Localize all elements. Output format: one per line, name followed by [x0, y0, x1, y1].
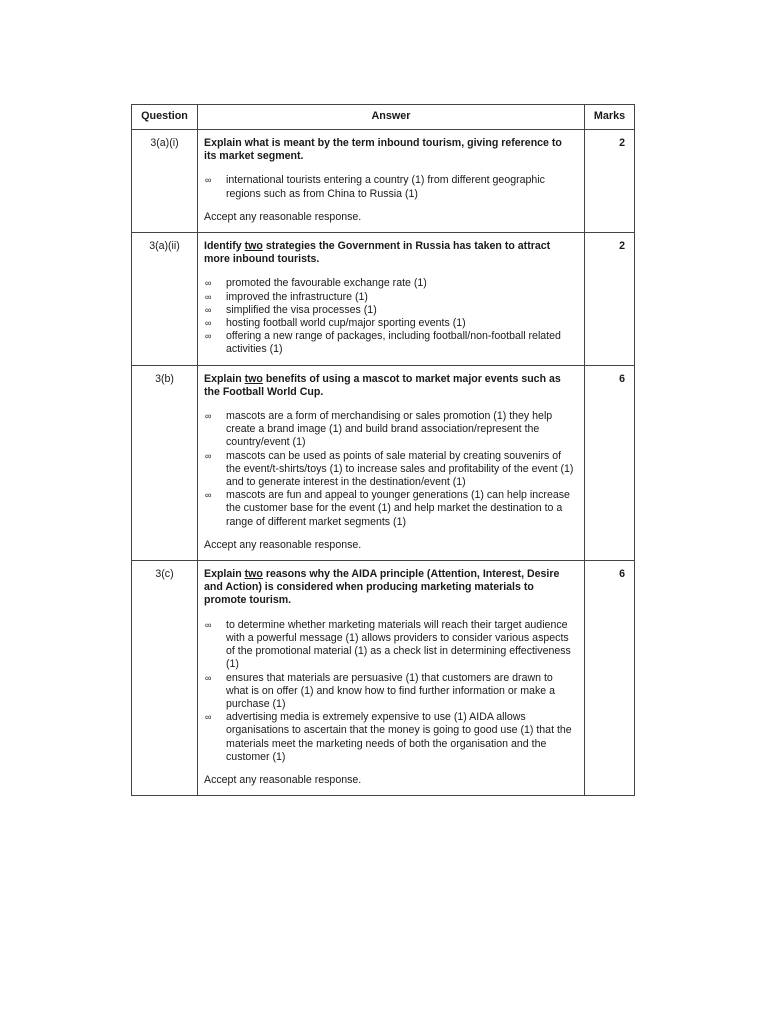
- question-text: [204, 568, 576, 608]
- question-text-emphasis: two: [244, 372, 263, 385]
- answer-point: [204, 277, 576, 290]
- table-row: [132, 233, 635, 366]
- answer-point: [204, 410, 576, 450]
- infinity-icon: ∞: [205, 672, 212, 683]
- infinity-icon: ∞: [205, 619, 212, 630]
- infinity-icon: ∞: [205, 450, 212, 461]
- header-question: Question: [132, 105, 198, 130]
- marks-value: 2: [585, 130, 635, 233]
- question-text-start: Explain: [204, 372, 245, 385]
- answer-point: [204, 304, 576, 317]
- header-marks: Marks: [585, 105, 635, 130]
- answer-point-text: promoted the favourable exchange rate (1): [226, 277, 427, 290]
- infinity-icon: ∞: [205, 278, 212, 289]
- marks-value: 2: [585, 233, 635, 366]
- answer-point: [204, 489, 576, 529]
- answer-point-text: to determine whether marketing materials will reach their target audience with a powerful message (1) allows providers to consider various aspects of the promotional material (1) as a check list in determining effectiveness (1): [226, 618, 571, 671]
- mark-scheme-table: [131, 104, 635, 796]
- table-row: [132, 561, 635, 796]
- question-number: 3(c): [132, 561, 198, 796]
- question-text: [204, 137, 576, 163]
- accept-note: Accept any reasonable response.: [204, 210, 362, 223]
- question-text: [204, 373, 576, 399]
- table-row: [132, 365, 635, 560]
- answer-point-text: mascots are a form of merchandising or sales promotion (1) they help create a brand image (1) and build brand association/represent the country/event (1): [226, 410, 553, 449]
- answer-point: [204, 711, 576, 764]
- answer-point-text: ensures that materials are persuasive (1) that customers are drawn to what is on offer (1) and know how to find further information or make a purchase (1): [226, 671, 555, 710]
- infinity-icon: ∞: [205, 318, 212, 329]
- marks-value: 6: [585, 365, 635, 560]
- infinity-icon: ∞: [205, 490, 212, 501]
- question-text-emphasis: two: [244, 240, 263, 253]
- answer-point-text: hosting football world cup/major sporting events (1): [226, 317, 466, 330]
- infinity-icon: ∞: [205, 712, 212, 723]
- answer-point-text: offering a new range of packages, including football/non-football related activities (1): [226, 330, 561, 356]
- answer-cell: [198, 365, 585, 560]
- question-text: [204, 240, 576, 266]
- question-text-start: Identify: [204, 240, 245, 253]
- infinity-icon: ∞: [205, 304, 212, 315]
- answer-cell: [198, 233, 585, 366]
- answer-cell: [198, 561, 585, 796]
- header-answer: Answer: [198, 105, 585, 130]
- answer-point: [204, 317, 576, 330]
- infinity-icon: ∞: [205, 175, 212, 186]
- answer-point-text: mascots are fun and appeal to younger generations (1) can help increase the customer base for the event (1) and help market the destination to a range of different market segments (1): [226, 489, 570, 528]
- answer-point: [204, 330, 576, 356]
- answer-point: [204, 291, 576, 304]
- answer-points: [204, 174, 576, 200]
- answer-point-text: mascots can be used as points of sale material by creating souvenirs of the event/t-shirts/toys (1) to increase sales and profitability of the event (1) and to generate interest in the destination/event (1): [226, 449, 574, 489]
- answer-cell: [198, 130, 585, 233]
- question-text-end: benefits of using a mascot to market major events such as the Football World Cup.: [204, 372, 561, 398]
- answer-point-text: international tourists entering a country (1) from different geographic regions such as from China to Russia (1): [226, 174, 545, 200]
- infinity-icon: ∞: [205, 411, 212, 422]
- answer-point-text: simplified the visa processes (1): [226, 303, 377, 316]
- table-row: [132, 130, 635, 233]
- answer-points: [204, 277, 576, 356]
- answer-point-text: improved the infrastructure (1): [226, 290, 368, 303]
- question-text-emphasis: two: [244, 568, 263, 581]
- answer-point-text: advertising media is extremely expensive to use (1) AIDA allows organisations to ascertain that the money is going to good use (1) that the materials meet the marketing needs of both the organisation and the customer (1): [226, 711, 572, 763]
- accept-note: Accept any reasonable response.: [204, 773, 362, 786]
- header-row: [132, 105, 635, 130]
- answer-point: [204, 619, 576, 672]
- question-number: 3(a)(ii): [132, 233, 198, 366]
- answer-point: [204, 174, 576, 200]
- answer-points: [204, 410, 576, 529]
- answer-point: [204, 672, 576, 712]
- question-text-start: Explain: [204, 568, 245, 581]
- question-number: 3(b): [132, 365, 198, 560]
- infinity-icon: ∞: [205, 331, 212, 342]
- question-text-end: strategies the Government in Russia has taken to attract more inbound tourists.: [204, 240, 551, 266]
- question-number: 3(a)(i): [132, 130, 198, 233]
- question-text-end: reasons why the AIDA principle (Attention, Interest, Desire and Action) is considered when producing marketing materials to promote tourism.: [204, 568, 560, 607]
- answer-point: [204, 450, 576, 490]
- answer-points: [204, 619, 576, 764]
- infinity-icon: ∞: [205, 291, 212, 302]
- accept-note: Accept any reasonable response.: [204, 538, 362, 551]
- marks-value: 6: [585, 561, 635, 796]
- question-text-start: Explain what is meant by the term inbound tourism, giving reference to its market segment.: [204, 137, 562, 163]
